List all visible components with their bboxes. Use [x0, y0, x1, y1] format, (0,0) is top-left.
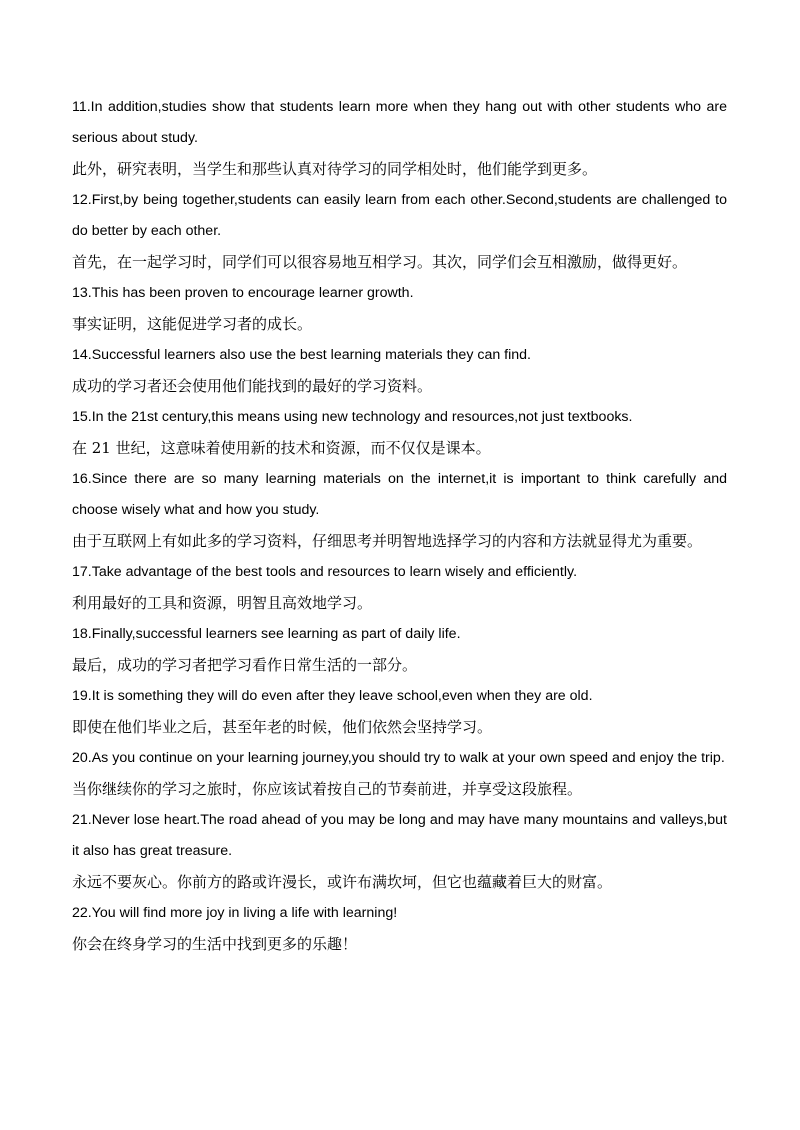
sentence-13-chinese: 事实证明，这能促进学习者的成长。 [72, 315, 313, 333]
sentence-11-chinese: 此外，研究表明，当学生和那些认真对待学习的同学相处时，他们能学到更多。 [72, 160, 598, 178]
sentence-17-english: 17.Take advantage of the best tools and resources to learn wisely and efficiently. [72, 564, 578, 580]
sentence-16-chinese: 由于互联网上有如此多的学习资料，仔细思考并明智地选择学习的内容和方法就显得尤为重要。 [72, 532, 703, 550]
sentence-12-chinese: 首先，在一起学习时，同学们可以很容易地互相学习。其次，同学们会互相激励，做得更好。 [72, 253, 688, 271]
sentence-19-english: 19.It is something they will do even after they leave school,even when they are old. [72, 688, 593, 704]
sentence-21-chinese: 永远不要灰心。你前方的路或许漫长，或许布满坎坷，但它也蕴藏着巨大的财富。 [72, 873, 613, 891]
sentence-13-english: 13.This has been proven to encourage learner growth. [72, 285, 414, 301]
sentence-11-english: 11.In addition,studies show that students learn more when they hang out with other students who are serious about study. [72, 99, 727, 146]
sentence-19-chinese: 即使在他们毕业之后，甚至年老的时候，他们依然会坚持学习。 [72, 718, 493, 736]
sentence-18-chinese: 最后，成功的学习者把学习看作日常生活的一部分。 [72, 656, 418, 674]
sentence-12-english: 12.First,by being together,students can easily learn from each other.Second,students are challenged to do better by each other. [72, 192, 727, 239]
sentence-17-chinese: 利用最好的工具和资源，明智且高效地学习。 [72, 594, 373, 612]
sentence-22-english: 22.You will find more joy in living a life with learning! [72, 905, 398, 921]
document-page [72, 92, 727, 960]
sentence-15-english: 15.In the 21st century,this means using new technology and resources,not just textbooks. [72, 409, 633, 425]
sentence-15-chinese: 在 21 世纪，这意味着使用新的技术和资源，而不仅仅是课本。 [72, 439, 491, 457]
sentence-16-english: 16.Since there are so many learning materials on the internet,it is important to think carefully and choose wisely what and how you study. [72, 471, 727, 518]
sentence-18-english: 18.Finally,successful learners see learning as part of daily life. [72, 626, 461, 642]
sentence-20-chinese: 当你继续你的学习之旅时，你应该试着按自己的节奏前进，并享受这段旅程。 [72, 780, 583, 798]
sentence-14-english: 14.Successful learners also use the best learning materials they can find. [72, 347, 531, 363]
sentence-21-english: 21.Never lose heart.The road ahead of you may be long and may have many mountains and valleys,but it also has great treasure. [72, 812, 727, 859]
sentence-20-english: 20.As you continue on your learning journey,you should try to walk at your own speed and enjoy the trip. [72, 750, 725, 766]
sentence-14-chinese: 成功的学习者还会使用他们能找到的最好的学习资料。 [72, 377, 433, 395]
sentence-22-chinese: 你会在终身学习的生活中找到更多的乐趣！ [72, 935, 358, 953]
